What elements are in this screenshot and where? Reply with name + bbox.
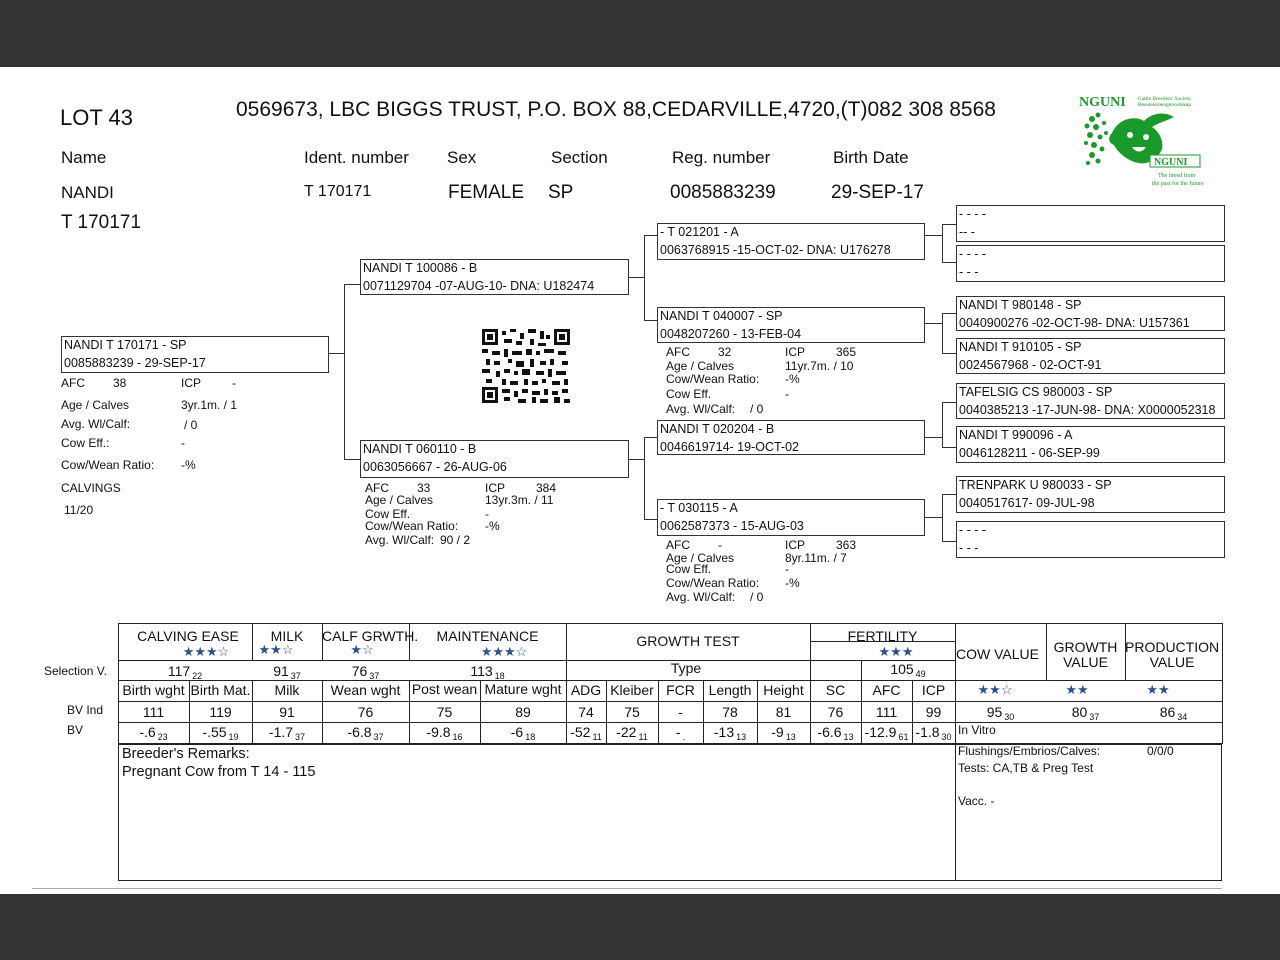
pedigree-g3-2: - - - - - - - <box>956 245 1225 282</box>
animal-section: SP <box>548 182 574 203</box>
bv-ind-cell: 99 <box>925 704 942 720</box>
remarks-label: Breeder's Remarks: <box>122 746 250 762</box>
lot-number: LOT 43 <box>60 105 133 130</box>
svg-text:Beesteleraengenootskap: Beesteleraengenootskap <box>1138 102 1192 108</box>
label-name: Name <box>61 148 107 167</box>
col-header: Length <box>708 682 752 698</box>
lot-document: LOT 43 0569673, LBC BIGGS TRUST, P.O. BOX 88,CEDARVILLE,4720,(T)082 308 8568 NGUNI Cattle Breeders' Society Beesteleraengenootskap NGUNI The breed from the past for the future Name Ident. number Sex Section Reg. number Birth Date NANDI T 170171 FEMALE SP 0085883239 29-SEP-17 T 170171 NANDI T 170171 - SP 0085883239 - 29-SEP-17 AFC 38 ICP - Age / Calves 3yr.1m. / 1 Avg. Wl/Calf: / 0 Cow Eff.: - Cow/Wean Ratio: -% CALVINGS 11/20 NANDI T 100086 - B 0071129704 -07-AUG-10- DNA: U182474 NANDI T 060110 - B 0063056667 - 26-AUG-06 AFC 33 ICP 384 Age / Calves 13yr.3m. / 11 Cow Eff. - Cow/Wean Ratio: -% Avg. Wl/Calf: 90 / 2 - T 021201 - A 0063768915 -15-OCT-02- DNA: U176278 NANDI T 040007 - SP 0048207260 - 13-FEB-04 AFC 32 ICP 365 Age / Calves 11yr.7m. / 10 Cow/Wean Ratio: -% Cow Eff. - Avg. Wl/Calf: / 0 NANDI T 020204 - B 0046619714- 19-OCT-02 - T 030115 - A 0062587373 - 15-AUG-03 AFC - ICP 363 Age / Calves 8yr.11m. / 7 Cow Eff. - Cow/Wean Ratio: -% Avg. Wl/Calf: / 0 - - - - -- - - - - - - - - NANDI T 980148 - SP 0040900276 -02-OCT-98- DNA: U157361 NANDI T 910105 - SP 0024567968 - 02-OCT-91 TAFELSIG CS 980003 - SP 0040385213 -17-JUN-98- DNA: X0000052318 NANDI T 990096 - A 0046128211 - 06-SEP-99 TRENPARK U 980033 - SP 0040517617- 09-JUL-98 - - - - - - - Selection V. BV Ind BV CALVING EASE ★★★☆ 117 $_{22}$ MILK ★★☆ 91 $_{37}$ CALF GRWTH. ★☆ 76 $_{37}$ MAINTENANCE ★★★☆ 113 $_{18}$ GROWTH TEST Type FERTILITY ★★★ 105 $_{49}$ COW VALUE ★★☆ GROWTH VALUE ★★ PRODUCTION VALUE ★★ Birth wght Birth Mat. Milk Wean wght Post wean Mature wght ADG Kleiber FCR Length Height SC AFC ICP 111 119 91 76 75 89 74 75 - 78 81 76 111 99 95 $_{30}$ 80 $_{37}$ 86 $_{34}$ -.6 $_{23}$ -.55 $_{19}$ -1.7 $_{37}$ -6.8 $_{37}$ -9.8 $_{16}$ -6 $_{18}$ -52 $_{11}$ -22 $_{11}$ - $_.$ -13 $_{13}$ -9 $_{13}$ -6.6 $_{13}$ -12.9 $_{61}$ -1.8 $_{30}$ In Vitro Breeder's Remarks: Pregnant Cow from T 14 - 115 Flushings/Embrios/Calves: 0/0/0 Tests: CA,TB & Preg Test Vacc. - <box>0 67 1280 894</box>
animal-tattoo: T 170171 <box>61 212 141 233</box>
pedigree-g3-7: TRENPARK U 980033 - SP 0040517617- 09-JUL-98 <box>956 476 1225 513</box>
bv-cell: -52 $_{11}$ <box>570 724 602 742</box>
stars-milk: ★★☆ <box>258 642 294 657</box>
bv-cell: -.55 $_{19}$ <box>202 724 239 742</box>
animal-ident: T 170171 <box>304 183 372 200</box>
svg-text:Cattle Breeders' Society: Cattle Breeders' Society <box>1138 96 1191 102</box>
production-value-cell: 86 $_{34}$ <box>1159 704 1188 722</box>
header-maintenance: MAINTENANCE <box>436 628 539 644</box>
pedigree-g3-1: - - - - -- - <box>956 205 1225 242</box>
sel-calving-ease: 117 $_{22}$ <box>167 663 203 681</box>
sel-fertility: 105 $_{49}$ <box>890 661 926 679</box>
col-header: Height <box>763 682 804 698</box>
pedigree-dam-sire: NANDI T 020204 - B 0046619714- 19-OCT-02 <box>657 420 925 455</box>
svg-text:NGUNI: NGUNI <box>1079 95 1126 110</box>
col-header: Birth wght <box>122 682 185 698</box>
bv-cell: -6 $_{18}$ <box>510 724 536 742</box>
header-production-value-1: PRODUCTION <box>1125 639 1220 655</box>
bv-ind-cell: 76 <box>827 704 844 720</box>
pedigree-dam: NANDI T 060110 - B 0063056667 - 26-AUG-06 <box>360 440 629 478</box>
bv-ind-cell: 111 <box>142 704 165 720</box>
owner-line: 0569673, LBC BIGGS TRUST, P.O. BOX 88,CEDARVILLE,4720,(T)082 308 8568 <box>236 98 996 121</box>
svg-text:the past for the future: the past for the future <box>1152 181 1204 187</box>
pedigree-self: NANDI T 170171 - SP 0085883239 - 29-SEP-17 <box>61 336 329 373</box>
pedigree-sire-dam: NANDI T 040007 - SP 0048207260 - 13-FEB-04 <box>657 307 925 343</box>
bv-cell: -1.8 $_{30}$ <box>915 724 952 742</box>
bv-ind-cell: 78 <box>722 704 738 720</box>
col-header: Birth Mat. <box>190 682 251 698</box>
animal-birth: 29-SEP-17 <box>831 182 924 203</box>
bv-cell: -6.8 $_{37}$ <box>347 724 384 742</box>
bv-ind-cell: 111 <box>875 704 898 720</box>
row-label-bv: BV <box>67 723 84 737</box>
flushings-label: Flushings/Embrios/Calves: <box>958 744 1101 758</box>
bv-ind-cell: 91 <box>279 704 295 720</box>
row-label-selection: Selection V. <box>44 664 107 678</box>
bv-cell: - $_.$ <box>675 724 686 742</box>
col-header: AFC <box>872 682 901 698</box>
growth-value-cell: 80 $_{37}$ <box>1071 704 1100 722</box>
bv-cell: -22 $_{11}$ <box>616 724 648 742</box>
animal-sex: FEMALE <box>448 182 525 203</box>
svg-text:The breed from: The breed from <box>1158 173 1196 179</box>
cow-value-cell: 95 $_{30}$ <box>986 704 1015 722</box>
bv-cell: -9.8 $_{16}$ <box>426 724 463 742</box>
col-header: Kleiber <box>610 682 654 698</box>
in-vitro-label: In Vitro <box>958 723 996 737</box>
col-header: Post wean <box>411 681 478 697</box>
pedigree-g3-5: TAFELSIG CS 980003 - SP 0040385213 -17-JUN-98- DNA: X0000052318 <box>956 383 1225 419</box>
sel-maintenance: 113 $_{18}$ <box>470 663 505 681</box>
bv-cell: -1.7 $_{37}$ <box>268 724 306 742</box>
header-fertility: FERTILITY <box>847 628 918 644</box>
sel-calf-growth: 76 $_{37}$ <box>351 663 380 681</box>
bv-ind-cell: 89 <box>515 704 531 720</box>
header-calving-ease: CALVING EASE <box>137 628 239 644</box>
flushings-value: 0/0/0 <box>1147 744 1174 758</box>
bv-ind-cell: 119 <box>209 704 232 720</box>
stars-maintenance: ★★★☆ <box>480 644 528 659</box>
col-header: ADG <box>570 682 602 698</box>
animal-name: NANDI <box>61 183 114 202</box>
col-header: SC <box>825 682 846 698</box>
pedigree-dam-dam: - T 030115 - A 0062587373 - 15-AUG-03 <box>657 499 925 536</box>
stars-calving-ease: ★★★☆ <box>182 644 230 659</box>
bv-cell: -9 $_{13}$ <box>771 724 796 742</box>
bv-ind-cell: 76 <box>357 704 374 720</box>
bv-ind-cell: 75 <box>436 704 453 720</box>
pedigree-g3-4: NANDI T 910105 - SP 0024567968 - 02-OCT-91 <box>956 338 1225 374</box>
label-ident: Ident. number <box>304 148 409 167</box>
col-header: Milk <box>274 682 300 698</box>
header-growth-test: GROWTH TEST <box>636 633 740 649</box>
col-header: ICP <box>921 682 946 698</box>
stars-production-value: ★★ <box>1146 682 1170 697</box>
row-label-bv-ind: BV Ind <box>67 703 104 717</box>
col-header: Wean wght <box>330 682 401 698</box>
header-calf-growth: CALF GRWTH. <box>322 628 419 644</box>
pedigree-g3-8: - - - - - - - <box>956 521 1225 558</box>
bv-cell: -.6 $_{23}$ <box>139 724 168 742</box>
header-growth-value-1: GROWTH <box>1053 639 1118 655</box>
pedigree-g3-3: NANDI T 980148 - SP 0040900276 -02-OCT-98- DNA: U157361 <box>956 296 1225 331</box>
label-section: Section <box>551 148 608 167</box>
bv-ind-cell: - <box>678 704 683 720</box>
bv-ind-cell: 81 <box>775 704 792 720</box>
label-sex: Sex <box>447 148 477 167</box>
header-production-value-2: VALUE <box>1149 654 1195 670</box>
stars-growth-value: ★★ <box>1065 682 1089 697</box>
col-header: Mature wght <box>484 681 562 697</box>
pedigree-sire-sire: - T 021201 - A 0063768915 -15-OCT-02- DNA: U176278 <box>657 223 925 260</box>
header-cow-value: COW VALUE <box>956 646 1039 662</box>
stars-fertility: ★★★ <box>878 644 914 659</box>
tests-text: Tests: CA,TB & Preg Test <box>958 761 1094 775</box>
bottom-letterbox-bar <box>0 894 1280 960</box>
remarks-text: Pregnant Cow from T 14 - 115 <box>122 764 316 780</box>
col-header: FCR <box>666 682 695 698</box>
sel-milk: 91 $_{37}$ <box>273 663 301 681</box>
label-birth: Birth Date <box>833 148 909 167</box>
bv-cell: -13 $_{13}$ <box>713 724 747 742</box>
animal-reg: 0085883239 <box>670 182 776 203</box>
growth-test-type: Type <box>670 660 702 676</box>
pedigree-sire: NANDI T 100086 - B 0071129704 -07-AUG-10- DNA: U182474 <box>360 259 629 295</box>
header-growth-value-2: VALUE <box>1063 654 1108 670</box>
stars-calf-growth: ★☆ <box>350 642 374 657</box>
vacc-text: Vacc. - <box>958 794 995 808</box>
svg-text:NGUNI: NGUNI <box>1154 157 1188 168</box>
bv-cell: -6.6 $_{13}$ <box>817 724 854 742</box>
label-reg: Reg. number <box>672 148 771 167</box>
bv-ind-cell: 75 <box>624 704 640 720</box>
header-milk: MILK <box>270 628 304 644</box>
pedigree-g3-6: NANDI T 990096 - A 0046128211 - 06-SEP-99 <box>956 426 1225 463</box>
bv-ind-cell: 74 <box>578 704 594 720</box>
stars-cow-value: ★★☆ <box>977 682 1013 697</box>
bv-cell: -12.9 $_{61}$ <box>864 724 909 742</box>
top-letterbox-bar <box>0 0 1280 67</box>
